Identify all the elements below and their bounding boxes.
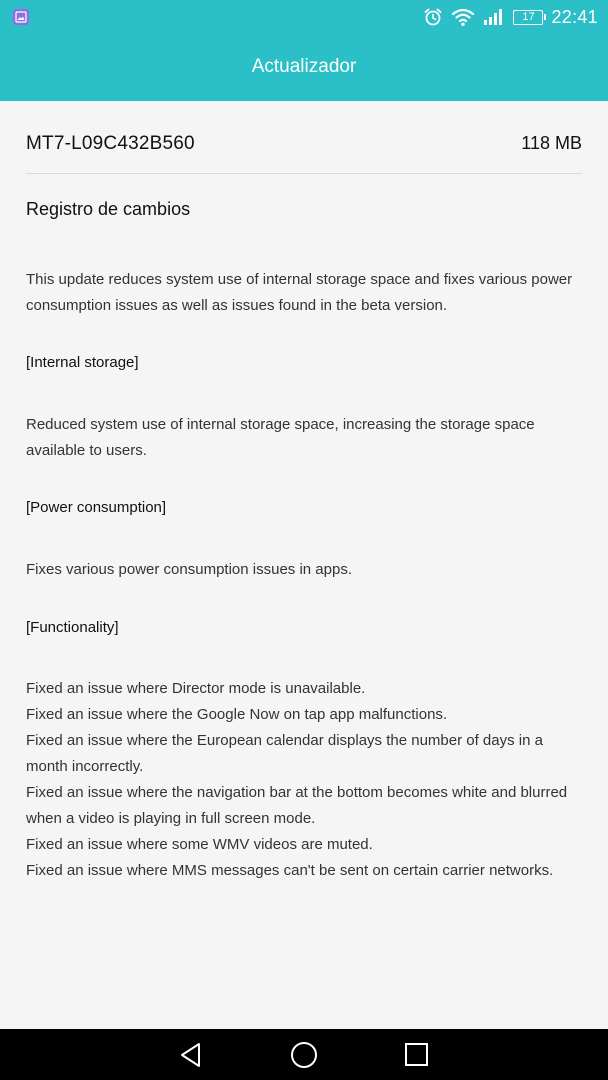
page-title: Actualizador [251, 56, 357, 77]
status-time: 22:41 [551, 6, 598, 27]
list-item: Fixed an issue where MMS messages can't be sent on certain carrier networks. [26, 862, 554, 879]
section-body-internal-storage: Reduced system use of internal storage space, increasing the storage space available to users. [26, 416, 535, 459]
gallery-notification-icon [13, 9, 29, 25]
status-icons [423, 0, 598, 34]
list-item: Fixed an issue where some WMV videos are muted. [26, 836, 373, 853]
app-header [0, 0, 608, 101]
package-row [26, 101, 582, 174]
list-item: Fixed an issue where the navigation bar at the bottom becomes white and blurred when a video is playing in full screen mode. [26, 784, 568, 827]
changelog-title: Registro de cambios [26, 199, 191, 219]
list-item: Fixed an issue where the Google Now on tap app malfunctions. [26, 706, 448, 723]
navigation-bar [0, 1029, 608, 1080]
recents-icon[interactable] [402, 1040, 432, 1070]
wifi-icon [451, 7, 475, 27]
list-item: Fixed an issue where the European calendar displays the number of days in a month incorrectly. [26, 732, 543, 775]
changelog-intro: This update reduces system use of internal storage space and fixes various power consumption issues as well as issues found in the beta version. [26, 271, 573, 314]
package-size: 118 MB [521, 133, 582, 153]
section-heading-internal-storage: [Internal storage] [26, 354, 139, 371]
cell-signal-icon [483, 8, 505, 26]
section-heading-power-consumption: [Power consumption] [26, 499, 167, 516]
status-bar [0, 0, 608, 34]
battery-icon [513, 10, 543, 25]
update-details [26, 101, 582, 879]
alarm-icon [423, 7, 443, 27]
section-heading-functionality: [Functionality] [26, 619, 119, 636]
home-icon[interactable] [289, 1040, 319, 1070]
list-item: Fixed an issue where Director mode is unavailable. [26, 680, 366, 697]
functionality-list [26, 676, 586, 884]
section-body-power-consumption: Fixes various power consumption issues in apps. [26, 561, 352, 578]
back-icon[interactable] [176, 1040, 206, 1070]
package-name: MT7-L09C432B560 [26, 133, 195, 154]
battery-level: 17 [522, 10, 535, 23]
